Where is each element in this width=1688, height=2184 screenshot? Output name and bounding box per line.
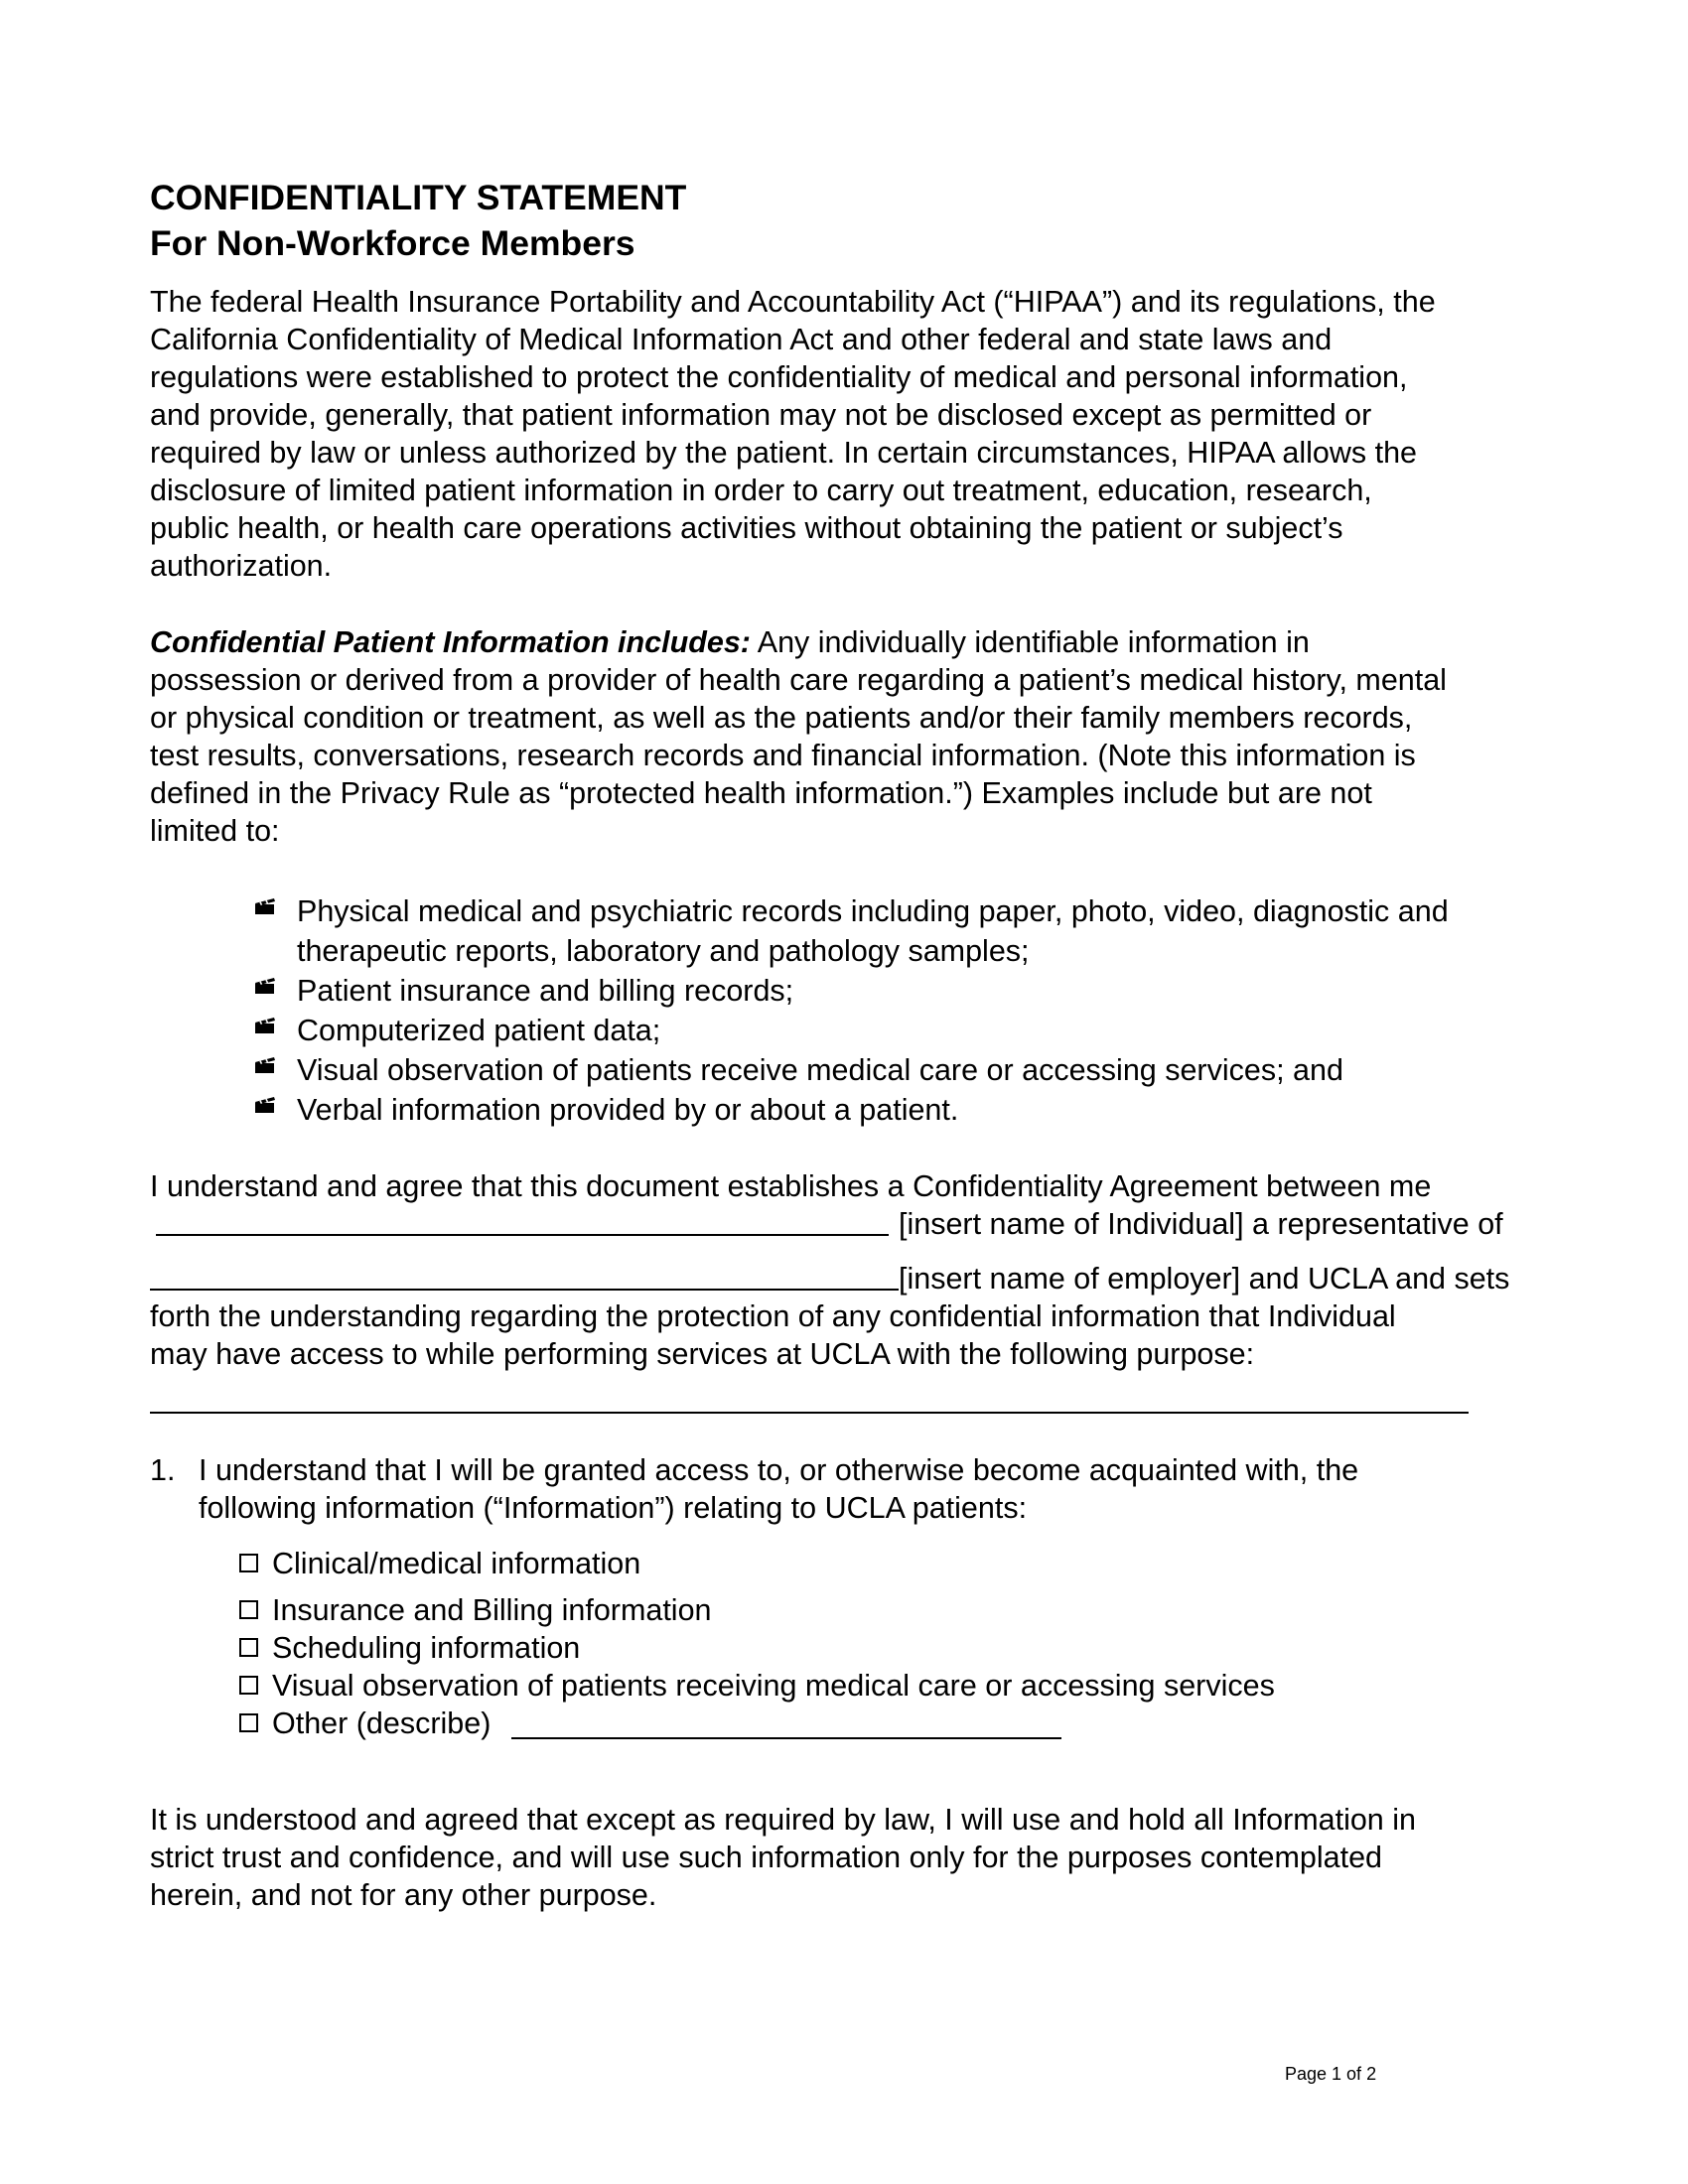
intro-line: disclosure of limited patient information in order to carry out treatment, education, research, xyxy=(150,474,1372,507)
visual-observation-checkbox[interactable] xyxy=(239,1676,258,1695)
definition-line: or physical condition or treatment, as well as the patients and/or their family members records, xyxy=(150,701,1413,735)
clapperboard-icon xyxy=(254,1096,276,1114)
checkbox-label: Insurance and Billing information xyxy=(272,1593,712,1627)
page-number: Page 1 of 2 xyxy=(1285,2064,1377,2084)
definition-line: defined in the Privacy Rule as “protected health information.”) Examples include but are not xyxy=(150,776,1372,810)
checkbox-label: Clinical/medical information xyxy=(272,1547,641,1580)
agreement-line: forth the understanding regarding the protection of any confidential information that Individual xyxy=(150,1299,1396,1333)
intro-line: public health, or health care operations activities without obtaining the patient or subject’s xyxy=(150,511,1343,545)
intro-line: authorization. xyxy=(150,549,333,583)
other-describe-field[interactable] xyxy=(511,1737,1061,1739)
example-item: Physical medical and psychiatric records including paper, photo, video, diagnostic and xyxy=(297,894,1449,928)
definition-line: test results, conversations, research records and financial information. (Note this information is xyxy=(150,739,1416,772)
clapperboard-icon xyxy=(254,1056,276,1074)
definition-heading-rest: Any individually identifiable information in xyxy=(750,625,1310,659)
example-item: Computerized patient data; xyxy=(297,1014,661,1047)
closing-line: strict trust and confidence, and will use such information only for the purposes contemplated xyxy=(150,1841,1382,1874)
closing-line: herein, and not for any other purpose. xyxy=(150,1878,657,1912)
scheduling-checkbox[interactable] xyxy=(239,1638,258,1657)
agreement-line: may have access to while performing services at UCLA with the following purpose: xyxy=(150,1337,1255,1371)
intro-line: and provide, generally, that patient information may not be disclosed except as permitted or xyxy=(150,398,1372,432)
clapperboard-icon xyxy=(254,977,276,995)
definition-first-line xyxy=(150,623,1310,661)
example-item-continued: therapeutic reports, laboratory and pathology samples; xyxy=(297,934,1030,968)
other-checkbox[interactable] xyxy=(239,1713,258,1732)
clinical-checkbox[interactable] xyxy=(239,1554,258,1572)
purpose-field[interactable] xyxy=(150,1412,1469,1414)
intro-line: The federal Health Insurance Portability and Accountability Act (“HIPAA”) and its regulations, the xyxy=(150,285,1436,319)
checkbox-label: Scheduling information xyxy=(272,1631,581,1665)
checkbox-label: Visual observation of patients receiving medical care or accessing services xyxy=(272,1669,1275,1703)
item1-line: following information (“Information”) relating to UCLA patients: xyxy=(199,1491,1028,1525)
agreement-line: I understand and agree that this document establishes a Confidentiality Agreement between me xyxy=(150,1169,1432,1203)
definition-heading: Confidential Patient Information includes: xyxy=(150,625,751,659)
individual-name-label: [insert name of Individual] a representative of xyxy=(899,1207,1503,1241)
insurance-billing-checkbox[interactable] xyxy=(239,1600,258,1619)
item-number: 1. xyxy=(150,1453,176,1487)
definition-line: possession or derived from a provider of health care regarding a patient’s medical history, mental xyxy=(150,663,1447,697)
employer-name-label: [insert name of employer] and UCLA and sets xyxy=(899,1262,1510,1296)
example-item: Verbal information provided by or about a patient. xyxy=(297,1093,959,1127)
individual-name-field[interactable] xyxy=(156,1234,889,1236)
intro-line: required by law or unless authorized by the patient. In certain circumstances, HIPAA allows the xyxy=(150,436,1417,470)
intro-line: regulations were established to protect the confidentiality of medical and personal information, xyxy=(150,360,1408,394)
item1-line: I understand that I will be granted access to, or otherwise become acquainted with, the xyxy=(199,1453,1359,1487)
employer-name-field[interactable] xyxy=(150,1289,899,1291)
example-item: Visual observation of patients receive medical care or accessing services; and xyxy=(297,1053,1343,1087)
clapperboard-icon xyxy=(254,1017,276,1034)
definition-line: limited to: xyxy=(150,814,280,848)
example-item: Patient insurance and billing records; xyxy=(297,974,794,1008)
checkbox-label: Other (describe) xyxy=(272,1706,492,1740)
intro-line: California Confidentiality of Medical Information Act and other federal and state laws and xyxy=(150,323,1333,356)
clapperboard-icon xyxy=(254,897,276,915)
document-title: CONFIDENTIALITY STATEMENT xyxy=(150,178,687,217)
document-subtitle: For Non-Workforce Members xyxy=(150,223,635,263)
closing-line: It is understood and agreed that except as required by law, I will use and hold all Information in xyxy=(150,1803,1416,1837)
